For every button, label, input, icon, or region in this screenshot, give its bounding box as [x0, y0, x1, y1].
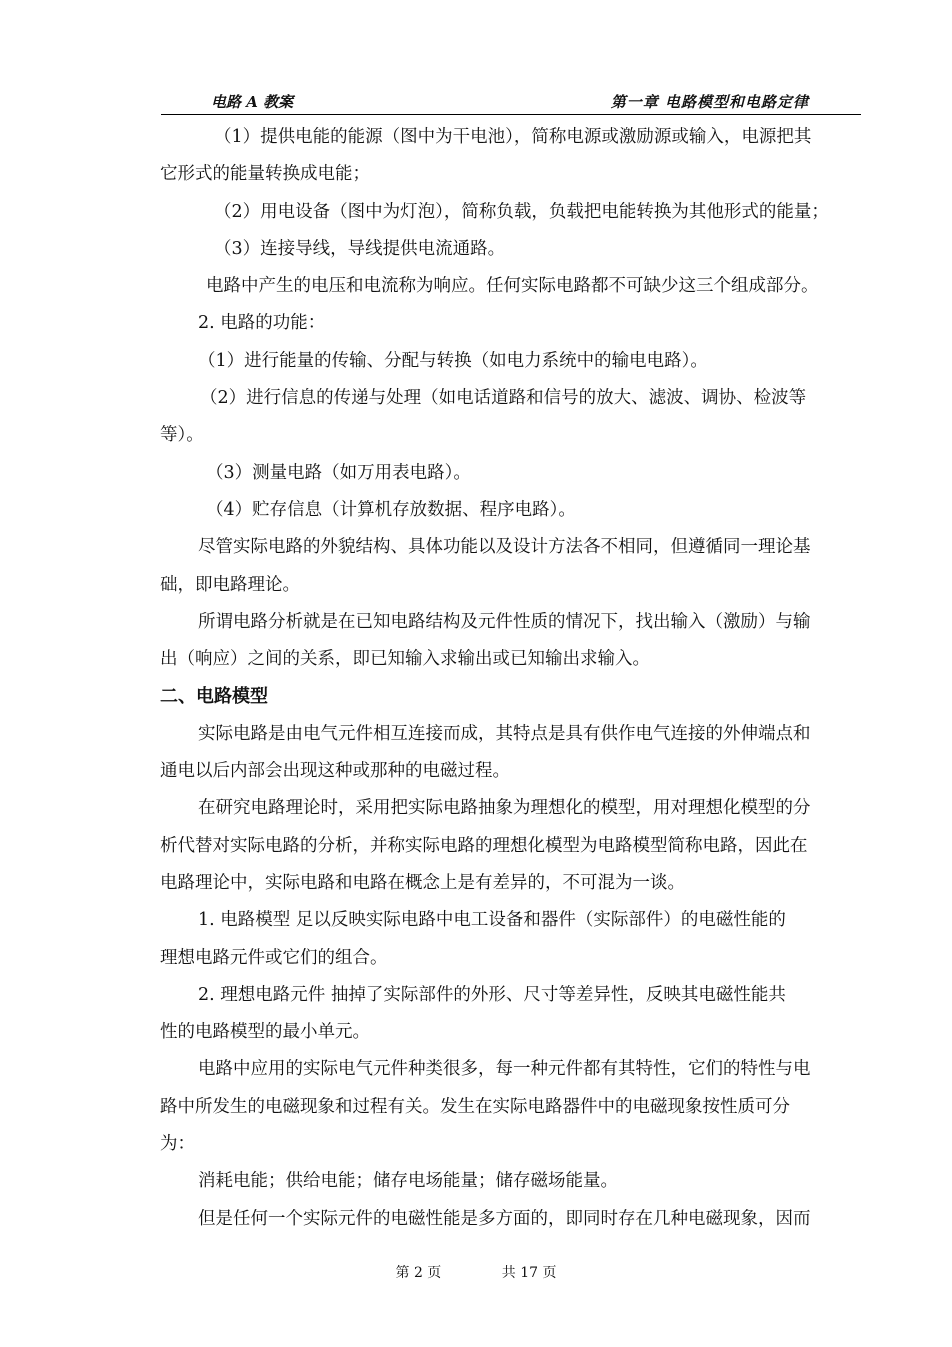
paragraph-line: 通电以后内部会出现这种或那种的电磁过程。: [160, 761, 510, 782]
paragraph-line: 消耗电能；供给电能；储存电场能量；储存磁场能量。: [198, 1171, 618, 1192]
paragraph: [160, 380, 860, 455]
paragraph-line: 2. 电路的功能：: [198, 313, 326, 334]
paragraph: [160, 790, 860, 902]
page-header: [161, 88, 861, 115]
paragraph-line: 路中所发生的电磁现象和过程有关。发生在实际电路器件中的电磁现象按性质可分: [160, 1096, 790, 1117]
paragraph: [160, 1201, 860, 1238]
paragraph-line: 性的电路模型的最小单元。: [160, 1022, 370, 1043]
header-course-title: 电路 A 教案: [211, 93, 294, 111]
paragraph-line: （2）进行信息的传递与处理（如电话道路和信号的放大、滤波、调协、检波等: [200, 388, 807, 409]
paragraph-line: 电路理论中，实际电路和电路在概念上是有差异的，不可混为一谈。: [160, 872, 685, 893]
paragraph-line: （3）连接导线，导线提供电流通路。: [214, 238, 506, 259]
paragraph: [160, 716, 860, 791]
paragraph-line: 电路中应用的实际电气元件种类很多，每一种元件都有其特性，它们的特性与电: [198, 1059, 811, 1080]
document-body: [160, 119, 860, 1238]
paragraph: [160, 343, 860, 380]
paragraph-line: 尽管实际电路的外貌结构、具体功能以及设计方法各不相同，但遵循同一理论基: [198, 537, 811, 558]
paragraph-line: 理想电路元件或它们的组合。: [160, 947, 388, 968]
paragraph-line: （1）进行能量的传输、分配与转换（如电力系统中的输电电路）。: [198, 350, 708, 371]
paragraph-line: 所谓电路分析就是在已知电路结构及元件性质的情况下，找出输入（激励）与输: [198, 611, 811, 632]
paragraph: [160, 194, 860, 231]
header-chapter-title: 第一章 电路模型和电路定律: [610, 93, 809, 111]
paragraph-line: 在研究电路理论时，采用把实际电路抽象为理想化的模型，用对理想化模型的分: [198, 798, 811, 819]
paragraph: [160, 119, 860, 194]
paragraph: [160, 231, 860, 268]
section-heading: 二、电路模型: [160, 686, 268, 708]
paragraph: [160, 977, 860, 1052]
paragraph-line: 实际电路是由电气元件相互连接而成，其特点是具有供作电气连接的外伸端点和: [198, 723, 811, 744]
paragraph-line: 础，即电路理论。: [160, 574, 300, 595]
paragraph-line: （3）测量电路（如万用表电路）。: [206, 462, 471, 483]
paragraph-line: 等）。: [160, 425, 204, 446]
paragraph: [160, 604, 860, 679]
paragraph: [160, 902, 860, 977]
paragraph: [160, 1051, 860, 1163]
paragraph-line: 1. 电路模型 足以反映实际电路中电工设备和器件（实际部件）的电磁性能的: [198, 910, 786, 931]
paragraph: [160, 529, 860, 604]
paragraph-line: （4）贮存信息（计算机存放数据、程序电路）。: [206, 499, 576, 520]
paragraph: [160, 268, 860, 305]
paragraph: [160, 1163, 860, 1200]
paragraph-line: 电路中产生的电压和电流称为响应。任何实际电路都不可缺少这三个组成部分。: [206, 276, 819, 297]
paragraph: [160, 492, 860, 529]
paragraph-line: 为：: [160, 1134, 195, 1155]
page-footer: [0, 1262, 952, 1282]
paragraph-line: 它形式的能量转换成电能；: [160, 164, 370, 185]
footer-page-number: 第 2 页: [395, 1265, 442, 1281]
paragraph-line: 出（响应）之间的关系，即已知输入求输出或已知输出求输入。: [160, 649, 650, 670]
paragraph: [160, 305, 860, 342]
paragraph-line: 但是任何一个实际元件的电磁性能是多方面的，即同时存在几种电磁现象，因而: [198, 1208, 811, 1229]
paragraph: [160, 455, 860, 492]
paragraph-line: （2）用电设备（图中为灯泡），简称负载，负载把电能转换为其他形式的能量；: [214, 201, 829, 222]
paragraph-line: 2. 理想电路元件 抽掉了实际部件的外形、尺寸等差异性，反映其电磁性能共: [198, 984, 786, 1005]
paragraph-line: （1）提供电能的能源（图中为干电池），简称电源或激励源或输入，电源把其: [214, 127, 812, 147]
footer-total-pages: 共 17 页: [501, 1265, 557, 1281]
paragraph-line: 析代替对实际电路的分析，并称实际电路的理想化模型为电路模型简称电路，因此在: [160, 835, 808, 856]
